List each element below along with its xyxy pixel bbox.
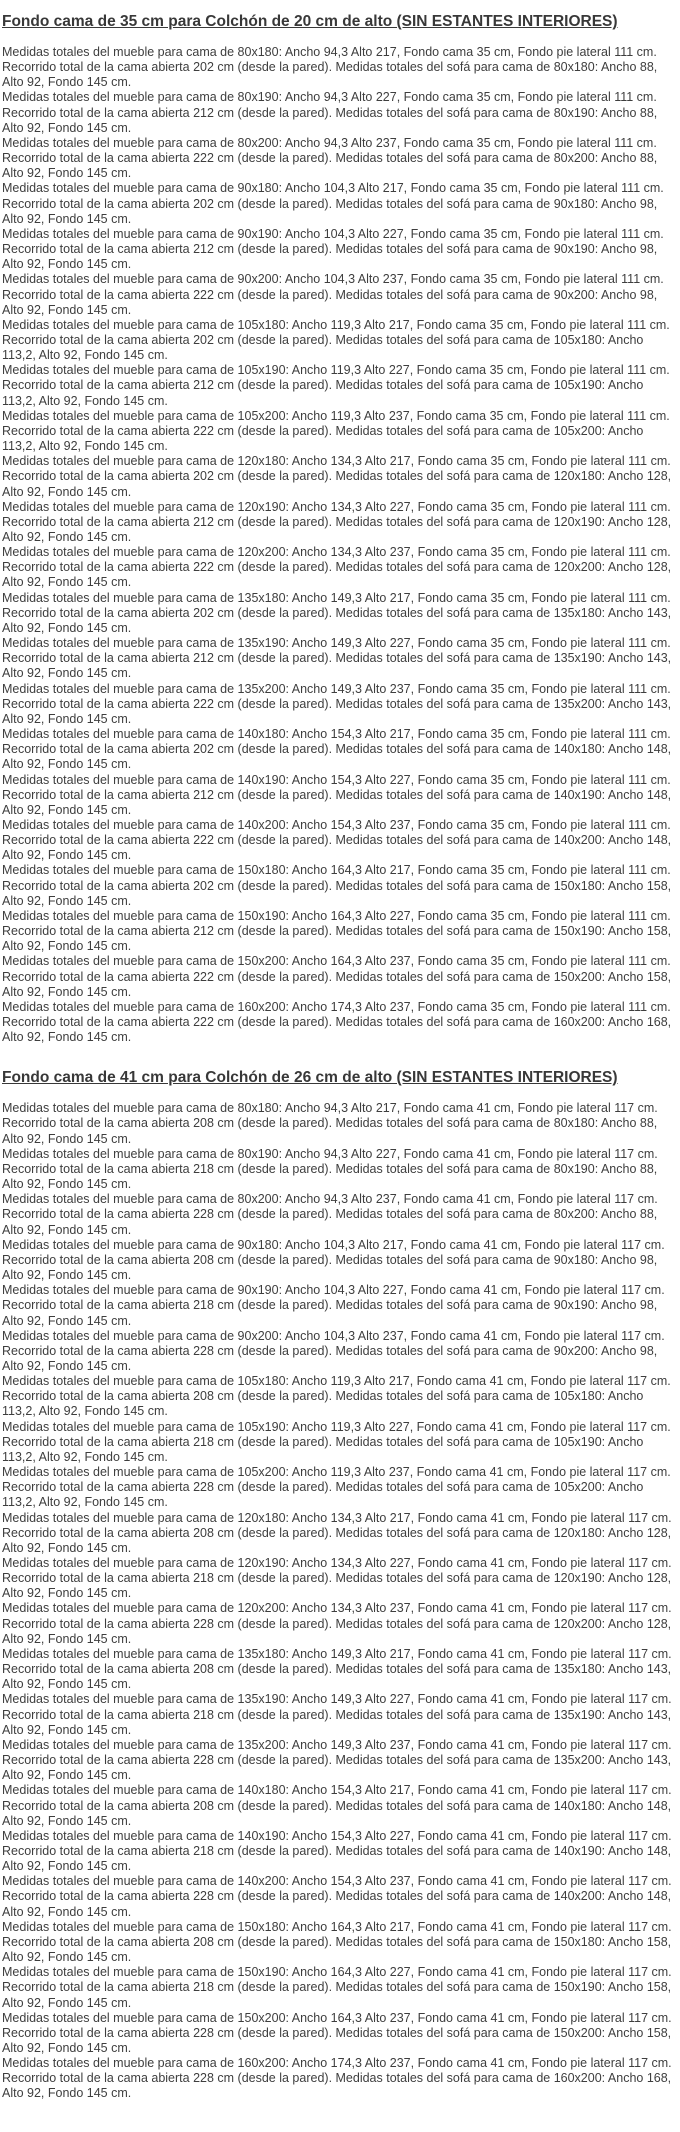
measurement-entry: Medidas totales del mueble para cama de 135x200: Ancho 149,3 Alto 237, Fondo cama 35 cm, Fondo pie lateral 111 cm. Recorrido total de la cama abierta 222 cm (desde la pared). Medidas totales del sofá para cama de 135x200: Ancho 143, Alto 92, Fondo 145 cm.	[2, 681, 672, 726]
measurement-entry: Medidas totales del mueble para cama de 135x180: Ancho 149,3 Alto 217, Fondo cama 41 cm, Fondo pie lateral 117 cm. Recorrido total de la cama abierta 208 cm (desde la pared). Medidas totales del sofá para cama de 135x180: Ancho 143, Alto 92, Fondo 145 cm.	[2, 1646, 672, 1692]
measurement-entry: Medidas totales del mueble para cama de 150x180: Ancho 164,3 Alto 217, Fondo cama 41 cm, Fondo pie lateral 117 cm. Recorrido total de la cama abierta 208 cm (desde la pared). Medidas totales del sofá para cama de 150x180: Ancho 158, Alto 92, Fondo 145 cm.	[2, 1919, 672, 1965]
measurement-entry: Medidas totales del mueble para cama de 135x200: Ancho 149,3 Alto 237, Fondo cama 41 cm, Fondo pie lateral 117 cm. Recorrido total de la cama abierta 228 cm (desde la pared). Medidas totales del sofá para cama de 135x200: Ancho 143, Alto 92, Fondo 145 cm.	[2, 1737, 672, 1783]
measurement-entry: Medidas totales del mueble para cama de 120x180: Ancho 134,3 Alto 217, Fondo cama 41 cm, Fondo pie lateral 117 cm. Recorrido total de la cama abierta 208 cm (desde la pared). Medidas totales del sofá para cama de 120x180: Ancho 128, Alto 92, Fondo 145 cm.	[2, 1510, 672, 1555]
measurement-entry: Medidas totales del mueble para cama de 80x200: Ancho 94,3 Alto 237, Fondo cama 35 cm, Fondo pie lateral 111 cm. Recorrido total de la cama abierta 222 cm (desde la pared). Medidas totales del sofá para cama de 80x200: Ancho 88, Alto 92, Fondo 145 cm.	[2, 135, 658, 181]
measurement-entry: Medidas totales del mueble para cama de 105x190: Ancho 119,3 Alto 227, Fondo cama 35 cm, Fondo pie lateral 111 cm. Recorrido total de la cama abierta 212 cm (desde la pared). Medidas totales del sofá para cama de 105x190: Ancho 113,2, Alto 92, Fondo 145 cm.	[2, 363, 670, 408]
measurement-entry: Medidas totales del mueble para cama de 140x180: Ancho 154,3 Alto 217, Fondo cama 35 cm, Fondo pie lateral 111 cm. Recorrido total de la cama abierta 202 cm (desde la pared). Medidas totales del sofá para cama de 140x180: Ancho 148, Alto 92, Fondo 145 cm.	[2, 727, 672, 772]
measurement-entry: Medidas totales del mueble para cama de 140x200: Ancho 154,3 Alto 237, Fondo cama 41 cm, Fondo pie lateral 117 cm. Recorrido total de la cama abierta 228 cm (desde la pared). Medidas totales del sofá para cama de 140x200: Ancho 148, Alto 92, Fondo 145 cm.	[2, 1874, 672, 1919]
measurement-entry: Medidas totales del mueble para cama de 105x180: Ancho 119,3 Alto 217, Fondo cama 35 cm, Fondo pie lateral 111 cm. Recorrido total de la cama abierta 202 cm (desde la pared). Medidas totales del sofá para cama de 105x180: Ancho 113,2, Alto 92, Fondo 145 cm.	[2, 317, 670, 363]
measurement-entry: Medidas totales del mueble para cama de 135x180: Ancho 149,3 Alto 217, Fondo cama 35 cm, Fondo pie lateral 111 cm. Recorrido total de la cama abierta 202 cm (desde la pared). Medidas totales del sofá para cama de 135x180: Ancho 143, Alto 92, Fondo 145 cm.	[2, 590, 672, 635]
measurement-entry: Medidas totales del mueble para cama de 135x190: Ancho 149,3 Alto 227, Fondo cama 35 cm, Fondo pie lateral 111 cm. Recorrido total de la cama abierta 212 cm (desde la pared). Medidas totales del sofá para cama de 135x190: Ancho 143, Alto 92, Fondo 145 cm.	[2, 636, 672, 681]
measurement-entry: Medidas totales del mueble para cama de 105x180: Ancho 119,3 Alto 217, Fondo cama 41 cm, Fondo pie lateral 117 cm. Recorrido total de la cama abierta 208 cm (desde la pared). Medidas totales del sofá para cama de 105x180: Ancho 113,2, Alto 92, Fondo 145 cm.	[2, 1374, 671, 1419]
measurement-entry: Medidas totales del mueble para cama de 140x190: Ancho 154,3 Alto 227, Fondo cama 35 cm, Fondo pie lateral 111 cm. Recorrido total de la cama abierta 212 cm (desde la pared). Medidas totales del sofá para cama de 140x190: Ancho 148, Alto 92, Fondo 145 cm.	[2, 772, 672, 817]
measurement-entry: Medidas totales del mueble para cama de 140x200: Ancho 154,3 Alto 237, Fondo cama 35 cm, Fondo pie lateral 111 cm. Recorrido total de la cama abierta 222 cm (desde la pared). Medidas totales del sofá para cama de 140x200: Ancho 148, Alto 92, Fondo 145 cm.	[2, 817, 672, 863]
measurement-entry: Medidas totales del mueble para cama de 90x190: Ancho 104,3 Alto 227, Fondo cama 35 cm, Fondo pie lateral 111 cm. Recorrido total de la cama abierta 212 cm (desde la pared). Medidas totales del sofá para cama de 90x190: Ancho 98, Alto 92, Fondo 145 cm.	[2, 226, 664, 272]
measurement-entry: Medidas totales del mueble para cama de 80x180: Ancho 94,3 Alto 217, Fondo cama 41 cm, Fondo pie lateral 117 cm. Recorrido total de la cama abierta 208 cm (desde la pared). Medidas totales del sofá para cama de 80x180: Ancho 88, Alto 92, Fondo 145 cm.	[2, 1101, 658, 1146]
measurement-entry: Medidas totales del mueble para cama de 90x190: Ancho 104,3 Alto 227, Fondo cama 41 cm, Fondo pie lateral 117 cm. Recorrido total de la cama abierta 218 cm (desde la pared). Medidas totales del sofá para cama de 90x190: Ancho 98, Alto 92, Fondo 145 cm.	[2, 1283, 665, 1328]
measurement-entry: Medidas totales del mueble para cama de 90x200: Ancho 104,3 Alto 237, Fondo cama 41 cm, Fondo pie lateral 117 cm. Recorrido total de la cama abierta 228 cm (desde la pared). Medidas totales del sofá para cama de 90x200: Ancho 98, Alto 92, Fondo 145 cm.	[2, 1328, 665, 1373]
measurement-entry: Medidas totales del mueble para cama de 90x180: Ancho 104,3 Alto 217, Fondo cama 35 cm, Fondo pie lateral 111 cm. Recorrido total de la cama abierta 202 cm (desde la pared). Medidas totales del sofá para cama de 90x180: Ancho 98, Alto 92, Fondo 145 cm.	[2, 181, 664, 226]
measurement-entry: Medidas totales del mueble para cama de 160x200: Ancho 174,3 Alto 237, Fondo cama 35 cm, Fondo pie lateral 111 cm. Recorrido total de la cama abierta 222 cm (desde la pared). Medidas totales del sofá para cama de 160x200: Ancho 168, Alto 92, Fondo 145 cm.	[2, 999, 672, 1045]
measurement-entry: Medidas totales del mueble para cama de 140x190: Ancho 154,3 Alto 227, Fondo cama 41 cm, Fondo pie lateral 117 cm. Recorrido total de la cama abierta 218 cm (desde la pared). Medidas totales del sofá para cama de 140x190: Ancho 148, Alto 92, Fondo 145 cm.	[2, 1828, 672, 1874]
measurements-section	[2, 1069, 678, 2101]
measurement-entry: Medidas totales del mueble para cama de 140x180: Ancho 154,3 Alto 217, Fondo cama 41 cm, Fondo pie lateral 117 cm. Recorrido total de la cama abierta 208 cm (desde la pared). Medidas totales del sofá para cama de 140x180: Ancho 148, Alto 92, Fondo 145 cm.	[2, 1783, 672, 1828]
measurements-section	[2, 13, 678, 1045]
measurement-entry: Medidas totales del mueble para cama de 120x190: Ancho 134,3 Alto 227, Fondo cama 41 cm, Fondo pie lateral 117 cm. Recorrido total de la cama abierta 218 cm (desde la pared). Medidas totales del sofá para cama de 120x190: Ancho 128, Alto 92, Fondo 145 cm.	[2, 1556, 672, 1601]
section-title: Fondo cama de 41 cm para Colchón de 26 cm de alto (SIN ESTANTES INTERIORES)	[2, 1069, 618, 1087]
measurement-entry: Medidas totales del mueble para cama de 120x200: Ancho 134,3 Alto 237, Fondo cama 35 cm, Fondo pie lateral 111 cm. Recorrido total de la cama abierta 222 cm (desde la pared). Medidas totales del sofá para cama de 120x200: Ancho 128, Alto 92, Fondo 145 cm.	[2, 545, 672, 590]
measurement-entry: Medidas totales del mueble para cama de 80x180: Ancho 94,3 Alto 217, Fondo cama 35 cm, Fondo pie lateral 111 cm. Recorrido total de la cama abierta 202 cm (desde la pared). Medidas totales del sofá para cama de 80x180: Ancho 88, Alto 92, Fondo 145 cm.	[2, 45, 658, 90]
section-entries	[2, 1101, 678, 2101]
measurement-entry: Medidas totales del mueble para cama de 120x200: Ancho 134,3 Alto 237, Fondo cama 41 cm, Fondo pie lateral 117 cm. Recorrido total de la cama abierta 228 cm (desde la pared). Medidas totales del sofá para cama de 120x200: Ancho 128, Alto 92, Fondo 145 cm.	[2, 1601, 672, 1646]
section-title: Fondo cama de 35 cm para Colchón de 20 cm de alto (SIN ESTANTES INTERIORES)	[2, 13, 618, 30]
measurement-entry: Medidas totales del mueble para cama de 80x190: Ancho 94,3 Alto 227, Fondo cama 35 cm, Fondo pie lateral 111 cm. Recorrido total de la cama abierta 212 cm (desde la pared). Medidas totales del sofá para cama de 80x190: Ancho 88, Alto 92, Fondo 145 cm.	[2, 90, 658, 135]
measurement-entry: Medidas totales del mueble para cama de 105x190: Ancho 119,3 Alto 227, Fondo cama 41 cm, Fondo pie lateral 117 cm. Recorrido total de la cama abierta 218 cm (desde la pared). Medidas totales del sofá para cama de 105x190: Ancho 113,2, Alto 92, Fondo 145 cm.	[2, 1419, 671, 1464]
measurement-entry: Medidas totales del mueble para cama de 150x190: Ancho 164,3 Alto 227, Fondo cama 41 cm, Fondo pie lateral 117 cm. Recorrido total de la cama abierta 218 cm (desde la pared). Medidas totales del sofá para cama de 150x190: Ancho 158, Alto 92, Fondo 145 cm.	[2, 1965, 672, 2010]
measurement-entry: Medidas totales del mueble para cama de 150x200: Ancho 164,3 Alto 237, Fondo cama 35 cm, Fondo pie lateral 111 cm. Recorrido total de la cama abierta 222 cm (desde la pared). Medidas totales del sofá para cama de 150x200: Ancho 158, Alto 92, Fondo 145 cm.	[2, 954, 672, 999]
measurement-entry: Medidas totales del mueble para cama de 90x180: Ancho 104,3 Alto 217, Fondo cama 41 cm, Fondo pie lateral 117 cm. Recorrido total de la cama abierta 208 cm (desde la pared). Medidas totales del sofá para cama de 90x180: Ancho 98, Alto 92, Fondo 145 cm.	[2, 1237, 665, 1283]
measurement-entry: Medidas totales del mueble para cama de 160x200: Ancho 174,3 Alto 237, Fondo cama 41 cm, Fondo pie lateral 117 cm. Recorrido total de la cama abierta 228 cm (desde la pared). Medidas totales del sofá para cama de 160x200: Ancho 168, Alto 92, Fondo 145 cm.	[2, 2056, 672, 2101]
measurement-entry: Medidas totales del mueble para cama de 80x190: Ancho 94,3 Alto 227, Fondo cama 41 cm, Fondo pie lateral 117 cm. Recorrido total de la cama abierta 218 cm (desde la pared). Medidas totales del sofá para cama de 80x190: Ancho 88, Alto 92, Fondo 145 cm.	[2, 1146, 658, 1192]
measurement-entry: Medidas totales del mueble para cama de 150x180: Ancho 164,3 Alto 217, Fondo cama 35 cm, Fondo pie lateral 111 cm. Recorrido total de la cama abierta 202 cm (desde la pared). Medidas totales del sofá para cama de 150x180: Ancho 158, Alto 92, Fondo 145 cm.	[2, 863, 672, 908]
measurement-entry: Medidas totales del mueble para cama de 120x180: Ancho 134,3 Alto 217, Fondo cama 35 cm, Fondo pie lateral 111 cm. Recorrido total de la cama abierta 202 cm (desde la pared). Medidas totales del sofá para cama de 120x180: Ancho 128, Alto 92, Fondo 145 cm.	[2, 454, 672, 499]
measurement-entry: Medidas totales del mueble para cama de 80x200: Ancho 94,3 Alto 237, Fondo cama 41 cm, Fondo pie lateral 117 cm. Recorrido total de la cama abierta 228 cm (desde la pared). Medidas totales del sofá para cama de 80x200: Ancho 88, Alto 92, Fondo 145 cm.	[2, 1192, 658, 1237]
section-entries	[2, 45, 678, 1045]
measurement-entry: Medidas totales del mueble para cama de 105x200: Ancho 119,3 Alto 237, Fondo cama 35 cm, Fondo pie lateral 111 cm. Recorrido total de la cama abierta 222 cm (desde la pared). Medidas totales del sofá para cama de 105x200: Ancho 113,2, Alto 92, Fondo 145 cm.	[2, 408, 670, 454]
measurement-entry: Medidas totales del mueble para cama de 150x200: Ancho 164,3 Alto 237, Fondo cama 41 cm, Fondo pie lateral 117 cm. Recorrido total de la cama abierta 228 cm (desde la pared). Medidas totales del sofá para cama de 150x200: Ancho 158, Alto 92, Fondo 145 cm.	[2, 2010, 672, 2055]
measurement-entry: Medidas totales del mueble para cama de 135x190: Ancho 149,3 Alto 227, Fondo cama 41 cm, Fondo pie lateral 117 cm. Recorrido total de la cama abierta 218 cm (desde la pared). Medidas totales del sofá para cama de 135x190: Ancho 143, Alto 92, Fondo 145 cm.	[2, 1692, 672, 1737]
measurement-entry: Medidas totales del mueble para cama de 90x200: Ancho 104,3 Alto 237, Fondo cama 35 cm, Fondo pie lateral 111 cm. Recorrido total de la cama abierta 222 cm (desde la pared). Medidas totales del sofá para cama de 90x200: Ancho 98, Alto 92, Fondo 145 cm.	[2, 272, 664, 317]
measurement-entry: Medidas totales del mueble para cama de 150x190: Ancho 164,3 Alto 227, Fondo cama 35 cm, Fondo pie lateral 111 cm. Recorrido total de la cama abierta 212 cm (desde la pared). Medidas totales del sofá para cama de 150x190: Ancho 158, Alto 92, Fondo 145 cm.	[2, 908, 672, 954]
measurement-entry: Medidas totales del mueble para cama de 105x200: Ancho 119,3 Alto 237, Fondo cama 41 cm, Fondo pie lateral 117 cm. Recorrido total de la cama abierta 228 cm (desde la pared). Medidas totales del sofá para cama de 105x200: Ancho 113,2, Alto 92, Fondo 145 cm.	[2, 1465, 671, 1510]
measurement-entry: Medidas totales del mueble para cama de 120x190: Ancho 134,3 Alto 227, Fondo cama 35 cm, Fondo pie lateral 111 cm. Recorrido total de la cama abierta 212 cm (desde la pared). Medidas totales del sofá para cama de 120x190: Ancho 128, Alto 92, Fondo 145 cm.	[2, 499, 672, 544]
